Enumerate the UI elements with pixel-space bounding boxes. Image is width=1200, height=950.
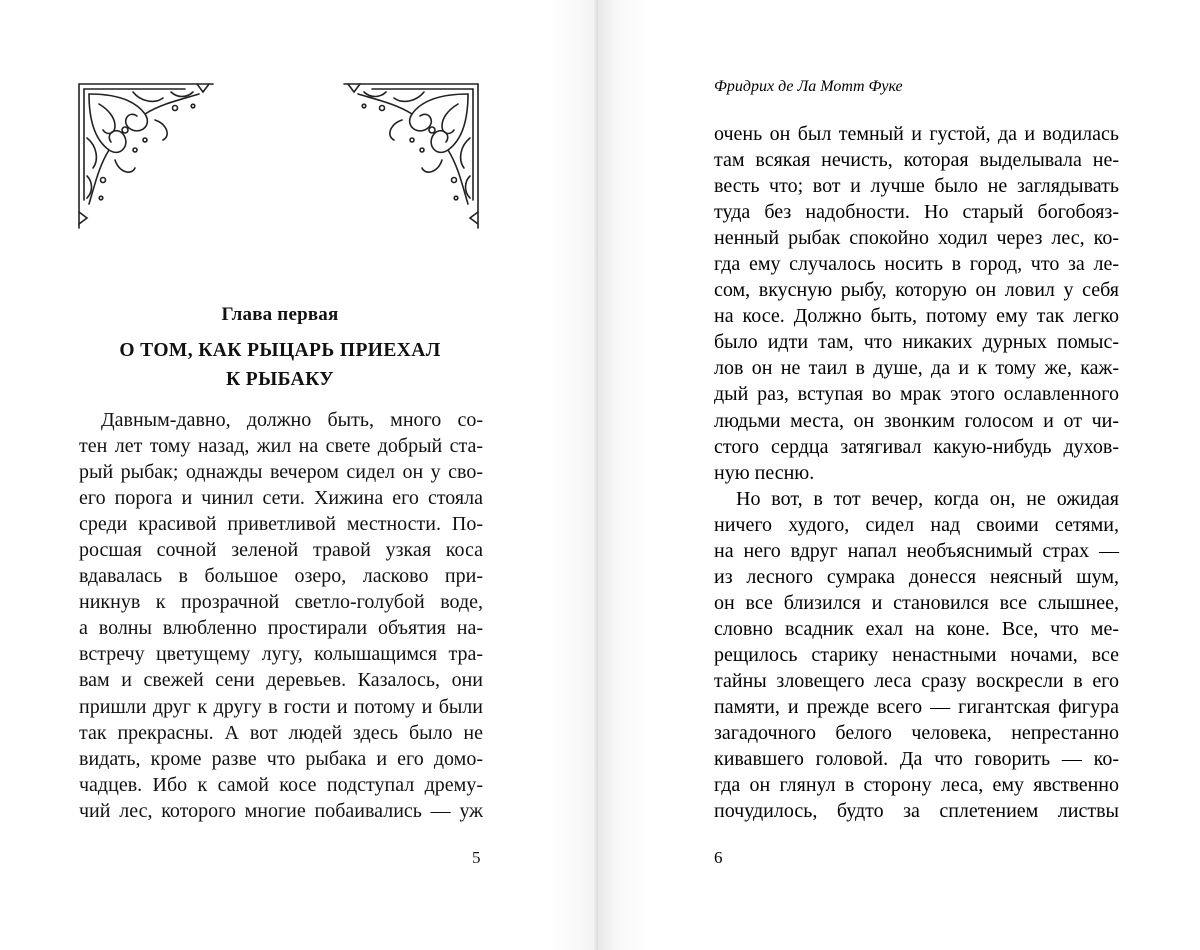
text-line: словно всадник ехал на коне. Все, что ме-: [714, 617, 1119, 640]
text-line: ничего худого, сидел над своими сетями,: [714, 513, 1119, 536]
text-line: ную песню.: [714, 461, 815, 484]
running-head: Фридрих де Ла Мотт Фуке: [714, 78, 903, 95]
page-number-right: 6: [714, 848, 723, 867]
text-line: среди красивой приветливой местности. По-: [79, 513, 483, 536]
text-line: тен лет тому назад, жил на свете добрый ста-: [79, 435, 483, 458]
text-line: памяти, и прежде всего — гигантская фигура: [714, 696, 1119, 719]
text-line: росшая сочной зеленой травой узкая коса: [79, 539, 483, 562]
text-line: чий лес, которого многие побаивались — уж: [79, 799, 483, 822]
text-line: на него вдруг напал необъяснимый страх —: [714, 539, 1119, 562]
text-line: рещилось старику ненастными ночами, все: [714, 643, 1119, 666]
right-body-text: [714, 121, 1119, 824]
text-line: на косе. Должно быть, потому ему так легко: [714, 305, 1119, 328]
left-body-text: [79, 407, 483, 824]
chapter-title-line: О ТОМ, КАК РЫЦАРЬ ПРИЕХАЛ: [119, 340, 441, 361]
text-line: было идти там, что никаких дурных помыс-: [714, 331, 1119, 354]
text-line: там всякая нечисть, которая выделывала не-: [714, 149, 1119, 172]
text-line: видать, кроме разве что рыбака и его домо-: [79, 747, 483, 770]
text-line: загадочного белого человека, непрестанно: [714, 722, 1119, 745]
text-line: очень он был темный и густой, да и водилась: [714, 123, 1119, 145]
left-page: [0, 0, 598, 950]
chapter-title-line: К РЫБАКУ: [225, 369, 335, 390]
text-line: сом, вкусную рыбу, которую он ловил у себя: [714, 279, 1119, 302]
text-line: из лесного сумрака донесся неясный шум,: [714, 565, 1119, 588]
text-line: чадцев. Ибо к самой косе подступал дрему-: [79, 773, 483, 796]
text-line: людьми места, он звонким голосом и от чи-: [714, 409, 1119, 432]
text-line: кивавшего головой. Да что говорить — ко-: [714, 748, 1119, 771]
text-line: дый раз, вступая во мрак этого ославленного: [714, 383, 1119, 406]
text-line: а волны влюбленно простирали объятия на-: [79, 617, 483, 640]
corner-ornament-right-icon: [342, 80, 482, 230]
text-line: Но вот, в тот вечер, когда он, не ожидая: [736, 487, 1119, 510]
text-line: лов он не таил в душе, да и к тому же, каж-: [714, 357, 1119, 380]
text-line: ненный рыбак спокойно ходил через лес, ко-: [714, 227, 1119, 250]
text-line: почудилось, будто за сплетением листвы: [714, 800, 1119, 823]
text-line: его порога и чинил сети. Хижина его стояла: [79, 487, 483, 510]
text-line: вдавалась в большое озеро, ласково при-: [79, 565, 483, 588]
text-line: стого сердца затягивал какую-нибудь духов-: [714, 435, 1119, 458]
text-line: весть что; вот и лучше было не заглядывать: [714, 175, 1119, 198]
text-line: гда он глянул в сторону леса, ему явственно: [714, 774, 1119, 797]
text-line: гда ему случалось носить в город, что за ле-: [714, 253, 1119, 276]
text-line: туда без надобности. Но старый богобояз-: [714, 201, 1119, 224]
text-line: встречу цветущему лугу, колышащимся тра-: [79, 643, 483, 666]
text-line: рый рыбак; однажды вечером сидел он у сво-: [79, 461, 483, 484]
chapter-number: Глава первая: [221, 304, 339, 325]
chapter-title: [78, 336, 482, 394]
page-number-left: 5: [472, 848, 481, 867]
text-line: пришли друг к другу в гости и потому и были: [79, 695, 483, 718]
text-line: так прекрасны. А вот людей здесь было не: [79, 721, 483, 744]
text-line: Давным-давно, должно быть, много со-: [101, 409, 483, 431]
text-line: он все близился и становился все слышнее,: [714, 591, 1119, 614]
text-line: вам и свежей сени деревьев. Казалось, они: [79, 669, 483, 692]
text-line: тайны зловещего леса сразу воскресли в его: [714, 669, 1119, 692]
text-line: никнув к прозрачной светло-голубой воде,: [79, 591, 483, 614]
corner-ornament-left-icon: [75, 80, 215, 230]
